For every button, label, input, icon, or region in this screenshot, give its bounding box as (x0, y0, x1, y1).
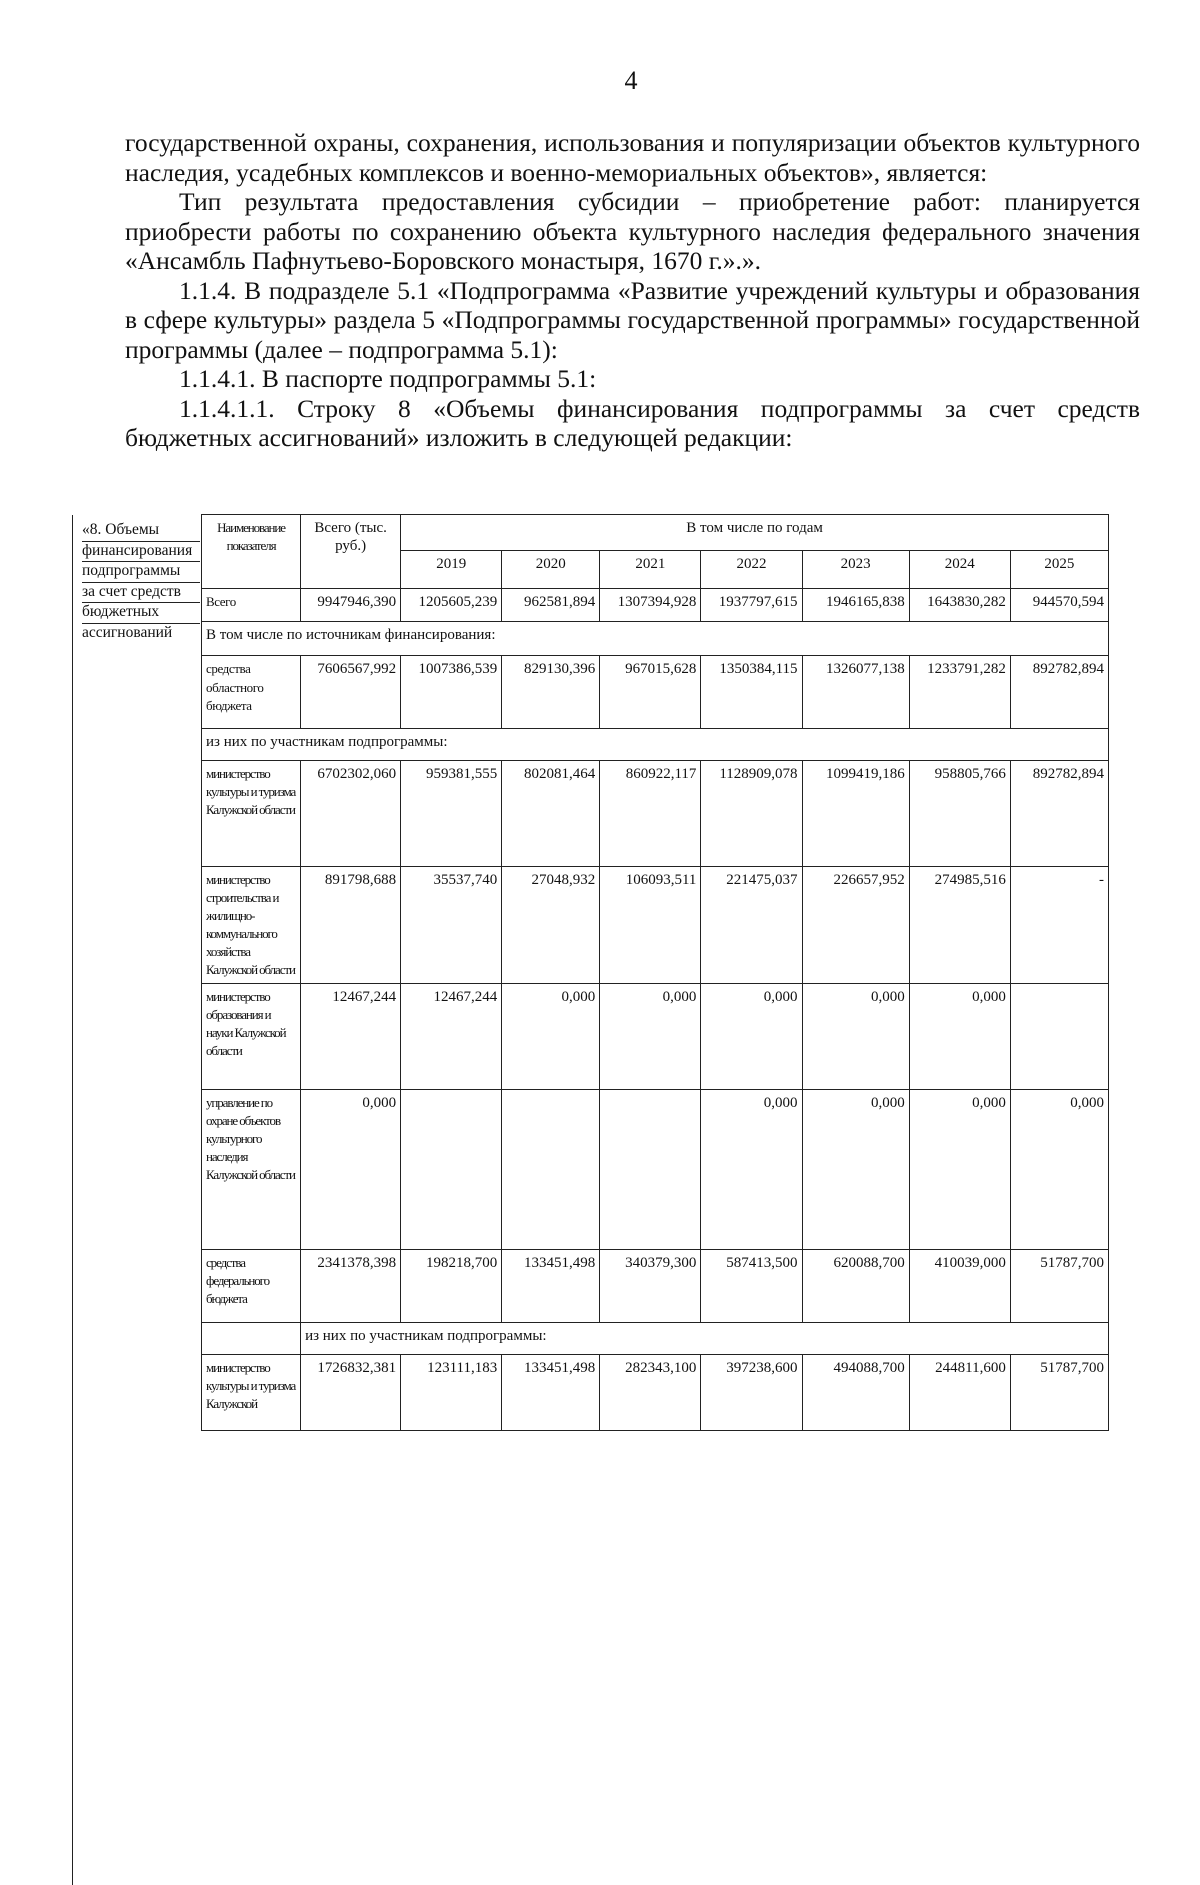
header-year: 2024 (909, 551, 1010, 589)
paragraph-5: 1.1.4.1.1. Строку 8 «Объемы финансирования подпрограммы за счет средств бюджетных ассигнований» изложить в следующей редакции: (125, 393, 1140, 452)
year-value: 0,000 (502, 984, 600, 1090)
year-value: 1099419,186 (802, 761, 909, 867)
year-value: 802081,464 (502, 761, 600, 867)
year-value: 0,000 (701, 984, 802, 1090)
row-total: 7606567,992 (301, 656, 401, 729)
year-value: 1233791,282 (909, 656, 1010, 729)
header-by-years: В том числе по годам (401, 515, 1109, 551)
year-value: 274985,516 (909, 867, 1010, 984)
year-value: 1946165,838 (802, 589, 909, 622)
year-value: 51787,700 (1010, 1355, 1108, 1431)
header-year: 2019 (401, 551, 502, 589)
label-line: ассигнований (82, 623, 173, 641)
header-year: 2022 (701, 551, 802, 589)
year-value: 1205605,239 (401, 589, 502, 622)
empty-cell (202, 1323, 301, 1355)
year-value: 1128909,078 (701, 761, 802, 867)
section-header: из них по участникам подпрограммы: (301, 1323, 1109, 1355)
label-line: бюджетных (82, 603, 200, 624)
year-value: 892782,894 (1010, 656, 1108, 729)
year-value: 340379,300 (600, 1250, 701, 1323)
year-value: 35537,740 (401, 867, 502, 984)
year-value (502, 1090, 600, 1250)
row-total: 1726832,381 (301, 1355, 401, 1431)
year-value: 244811,600 (909, 1355, 1010, 1431)
year-value: 27048,932 (502, 867, 600, 984)
table-row (202, 1090, 1109, 1250)
year-value (1010, 984, 1108, 1090)
year-value: 226657,952 (802, 867, 909, 984)
year-value: 51787,700 (1010, 1250, 1108, 1323)
year-value: 12467,244 (401, 984, 502, 1090)
table-row (202, 1323, 1109, 1355)
row-label: средства федерального бюджета (202, 1250, 301, 1323)
row-label: министерство культуры и туризма Калужской (202, 1355, 301, 1431)
year-value: 1643830,282 (909, 589, 1010, 622)
year-value: 0,000 (802, 984, 909, 1090)
label-line: подпрограммы (82, 562, 200, 583)
paragraph-4: 1.1.4.1. В паспорте подпрограммы 5.1: (179, 364, 597, 393)
header-year: 2021 (600, 551, 701, 589)
paragraph-3: 1.1.4. В подразделе 5.1 «Подпрограмма «Развитие учреждений культуры и образования в сфере культуры» раздела 5 «Подпрограммы государственной программы» государственной программы (далее – подпрограмма 5.1): (125, 275, 1140, 364)
year-value: 1326077,138 (802, 656, 909, 729)
year-value: 958805,766 (909, 761, 1010, 867)
year-value: - (1010, 867, 1108, 984)
year-value: 620088,700 (802, 1250, 909, 1323)
year-value: 587413,500 (701, 1250, 802, 1323)
year-value: 1350384,115 (701, 656, 802, 729)
label-line: финансирования (82, 542, 200, 563)
body-text (125, 128, 1140, 453)
year-value: 860922,117 (600, 761, 701, 867)
paragraph-2: Тип результата предоставления субсидии – приобретение работ: планируется приобрести работы по сохранению объекта культурного наследия федерального значения «Ансамбль Пафнутьево-Боровского монастыря, 1670 г.».». (125, 187, 1140, 275)
row-total: 891798,688 (301, 867, 401, 984)
financing-table (201, 514, 1109, 1431)
section-header: В том числе по источникам финансирования: (202, 622, 1109, 656)
row-label: средства областного бюджета (202, 656, 301, 729)
year-value: 0,000 (701, 1090, 802, 1250)
year-value: 962581,894 (502, 589, 600, 622)
year-value: 0,000 (802, 1090, 909, 1250)
header-total: Всего (тыс. руб.) (301, 515, 401, 589)
table-row (202, 656, 1109, 729)
table-row (202, 1355, 1109, 1431)
year-value: 959381,555 (401, 761, 502, 867)
left-border-line (72, 515, 73, 1885)
year-value: 967015,628 (600, 656, 701, 729)
year-value: 410039,000 (909, 1250, 1010, 1323)
year-value (401, 1090, 502, 1250)
row-label: Всего (202, 589, 301, 622)
row-total: 2341378,398 (301, 1250, 401, 1323)
table-row (202, 761, 1109, 867)
paragraph-1: государственной охраны, сохранения, использования и популяризации объектов культурного наследия, усадебных комплексов и военно-мемориальных объектов», является: (125, 128, 1140, 187)
row-total: 0,000 (301, 1090, 401, 1250)
year-value: 1307394,928 (600, 589, 701, 622)
year-value: 133451,498 (502, 1250, 600, 1323)
year-value: 123111,183 (401, 1355, 502, 1431)
row-total: 9947946,390 (301, 589, 401, 622)
year-value: 1007386,539 (401, 656, 502, 729)
table-row (202, 622, 1109, 656)
header-year: 2025 (1010, 551, 1108, 589)
year-value: 221475,037 (701, 867, 802, 984)
label-line: за счет средств (82, 583, 200, 604)
row-label: министерство образования и науки Калужской области (202, 984, 301, 1090)
year-value: 0,000 (600, 984, 701, 1090)
row-label-financing (82, 521, 200, 643)
header-year: 2020 (502, 551, 600, 589)
page-number: 4 (624, 66, 638, 95)
year-value: 829130,396 (502, 656, 600, 729)
row-label: министерство культуры и туризма Калужской области (202, 761, 301, 867)
year-value (600, 1090, 701, 1250)
year-value: 0,000 (909, 1090, 1010, 1250)
row-label: министерство строительства и жилищно-коммунального хозяйства Калужской области (202, 867, 301, 984)
year-value: 892782,894 (1010, 761, 1108, 867)
header-year: 2023 (802, 551, 909, 589)
header-indicator: Наименование показателя (202, 515, 301, 589)
row-label: управление по охране объектов культурного наследия Калужской области (202, 1090, 301, 1250)
row-total: 6702302,060 (301, 761, 401, 867)
label-line: «8. Объемы (82, 521, 200, 542)
table-row (202, 729, 1109, 761)
year-value: 944570,594 (1010, 589, 1108, 622)
year-value: 0,000 (909, 984, 1010, 1090)
year-value: 198218,700 (401, 1250, 502, 1323)
table-row (202, 984, 1109, 1090)
year-value: 0,000 (1010, 1090, 1108, 1250)
year-value: 397238,600 (701, 1355, 802, 1431)
year-value: 1937797,615 (701, 589, 802, 622)
year-value: 494088,700 (802, 1355, 909, 1431)
year-value: 282343,100 (600, 1355, 701, 1431)
table-row (202, 589, 1109, 622)
section-header: из них по участникам подпрограммы: (202, 729, 1109, 761)
year-value: 133451,498 (502, 1355, 600, 1431)
table-row (202, 867, 1109, 984)
table-row (202, 1250, 1109, 1323)
header-row (202, 515, 1109, 551)
row-total: 12467,244 (301, 984, 401, 1090)
year-value: 106093,511 (600, 867, 701, 984)
